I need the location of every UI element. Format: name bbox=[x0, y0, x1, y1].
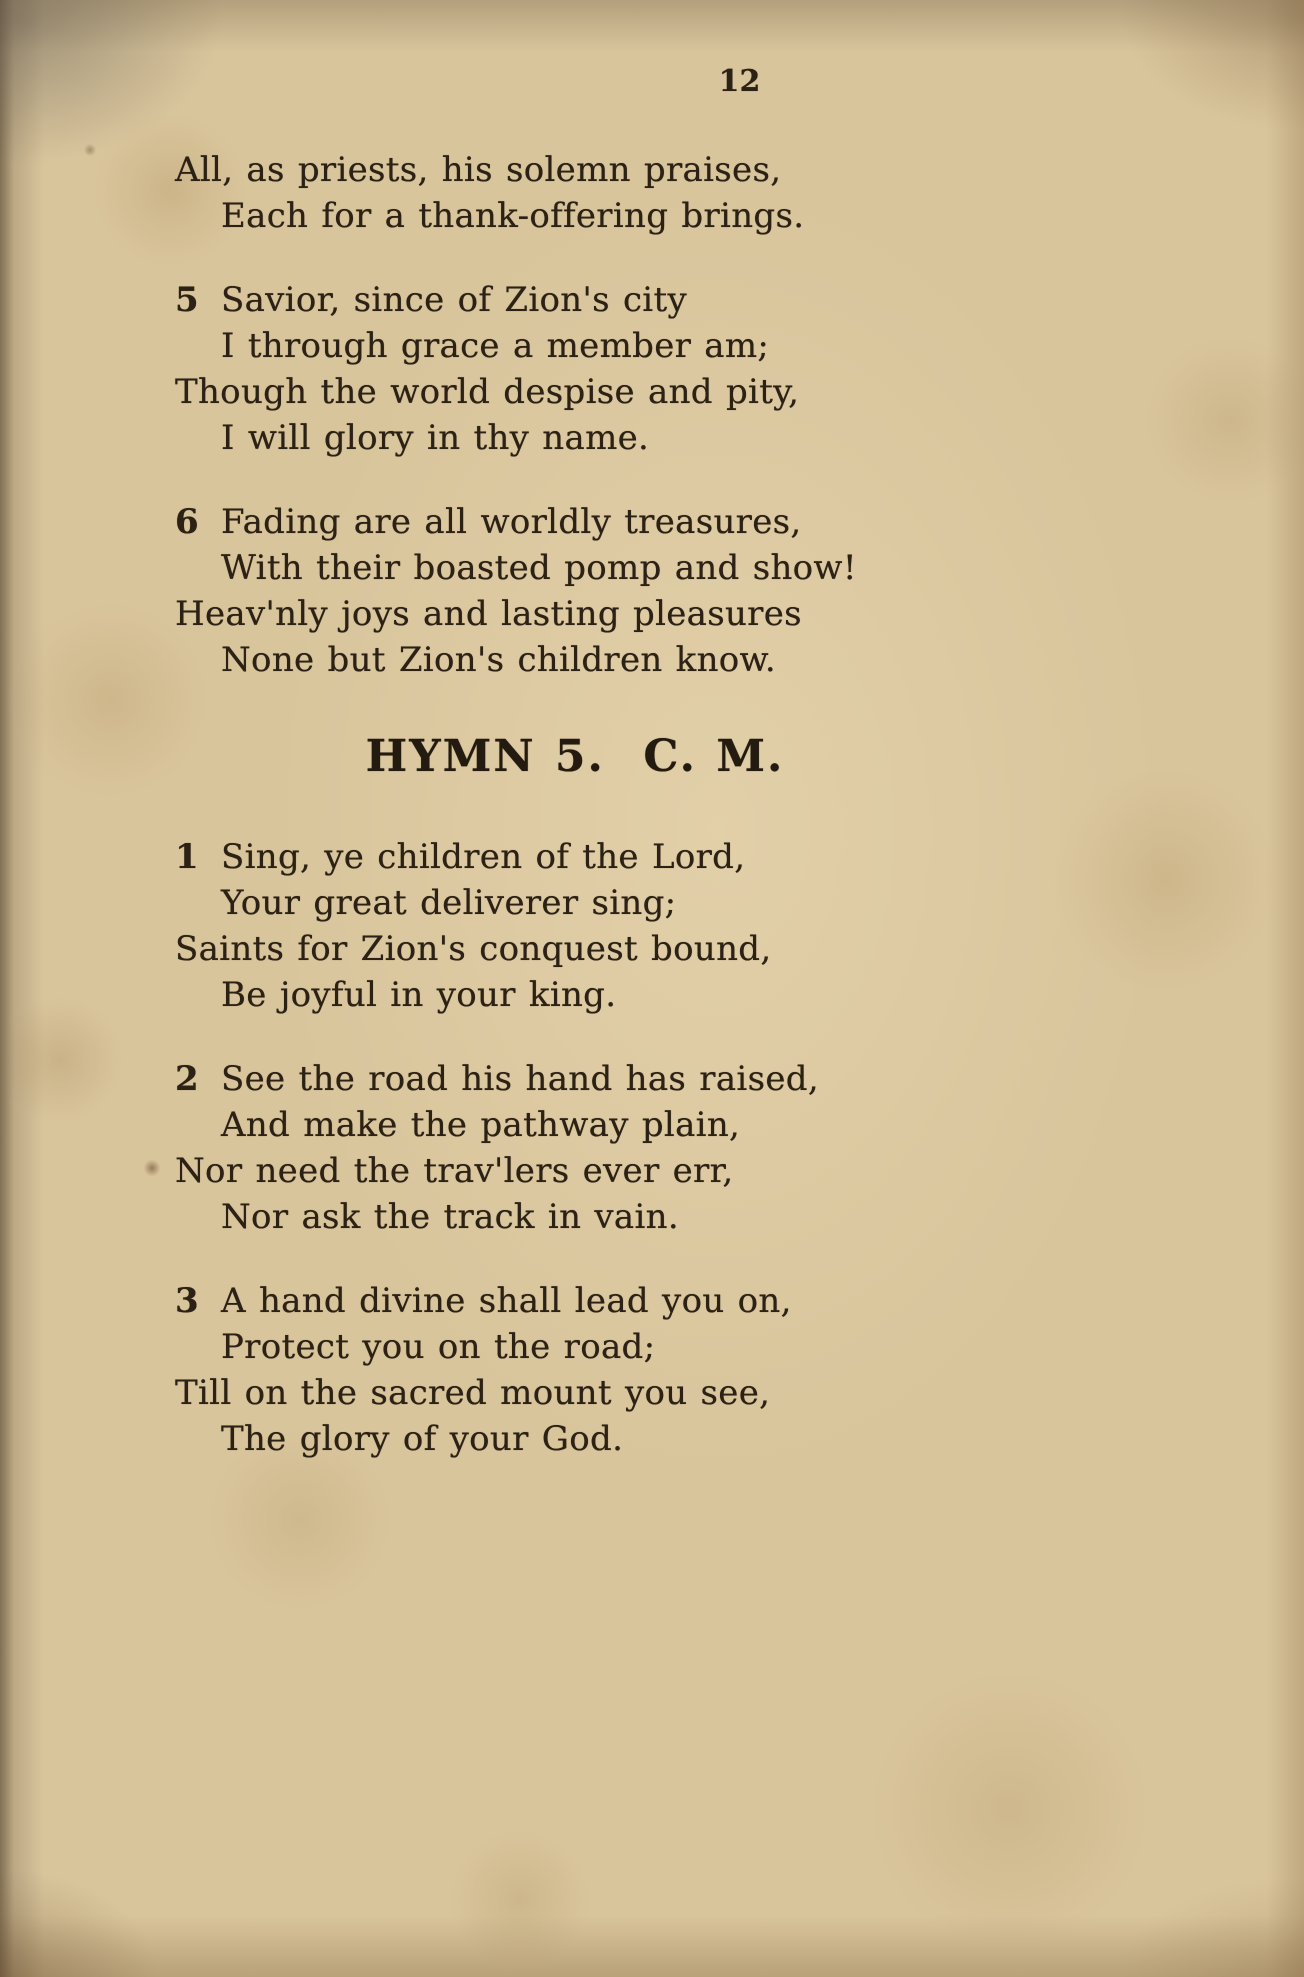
stanza-line bbox=[175, 415, 975, 461]
stanza-line bbox=[175, 147, 975, 193]
stanza-line bbox=[175, 880, 975, 926]
stanza-number: 2 bbox=[175, 1059, 199, 1099]
stanza-line bbox=[175, 1324, 975, 1370]
stanza bbox=[175, 1278, 975, 1462]
line-text: Saints for Zion's conquest bound, bbox=[175, 929, 772, 969]
stanza-number: 3 bbox=[175, 1281, 199, 1321]
line-text: Be joyful in your king. bbox=[221, 975, 617, 1015]
line-text: Nor need the trav'lers ever err, bbox=[175, 1151, 734, 1191]
stanza-line bbox=[175, 193, 975, 239]
stanza-line bbox=[175, 1278, 975, 1324]
stanza-line bbox=[175, 834, 975, 880]
line-text: All, as priests, his solemn praises, bbox=[175, 150, 782, 190]
stanza-line bbox=[175, 591, 975, 637]
stanza-number: 6 bbox=[175, 502, 199, 542]
stanza-line bbox=[175, 926, 975, 972]
page-number: 12 bbox=[718, 64, 761, 99]
stanza-number: 1 bbox=[175, 837, 199, 877]
line-text: Protect you on the road; bbox=[221, 1327, 656, 1367]
stanza-line bbox=[175, 1056, 975, 1102]
line-text: A hand divine shall lead you on, bbox=[221, 1281, 792, 1321]
line-text: With their boasted pomp and show! bbox=[221, 548, 857, 588]
stanza-line bbox=[175, 323, 975, 369]
stanza-line bbox=[175, 369, 975, 415]
stanza-line bbox=[175, 1416, 975, 1462]
hymn-content bbox=[0, 147, 975, 1462]
stanza bbox=[175, 1056, 975, 1240]
stanza bbox=[175, 834, 975, 1018]
line-text: Till on the sacred mount you see, bbox=[175, 1373, 771, 1413]
line-text: Fading are all worldly treasures, bbox=[221, 502, 802, 542]
line-text: Each for a thank-offering brings. bbox=[221, 196, 805, 236]
hymn-heading: HYMN 5. C. M. bbox=[365, 731, 785, 782]
stanza-line bbox=[175, 1194, 975, 1240]
line-text: I will glory in thy name. bbox=[221, 418, 650, 458]
line-text: The glory of your God. bbox=[221, 1419, 624, 1459]
stanza-number: 5 bbox=[175, 280, 199, 320]
line-text: Savior, since of Zion's city bbox=[221, 280, 687, 320]
stanza-line bbox=[175, 1370, 975, 1416]
line-text: I through grace a member am; bbox=[221, 326, 770, 366]
stanza-line bbox=[175, 277, 975, 323]
stanza bbox=[175, 499, 975, 683]
line-text: And make the pathway plain, bbox=[221, 1105, 741, 1145]
line-text: Sing, ye children of the Lord, bbox=[221, 837, 746, 877]
line-text: See the road his hand has raised, bbox=[221, 1059, 819, 1099]
line-text: Heav'nly joys and lasting pleasures bbox=[175, 594, 802, 634]
stanza bbox=[175, 277, 975, 461]
stanza-line bbox=[175, 972, 975, 1018]
stanza-line bbox=[175, 1148, 975, 1194]
stanza-line bbox=[175, 1102, 975, 1148]
line-text: Your great deliverer sing; bbox=[221, 883, 677, 923]
stanza-line bbox=[175, 545, 975, 591]
stanza-line bbox=[175, 499, 975, 545]
stanza bbox=[175, 147, 975, 239]
line-text: Nor ask the track in vain. bbox=[221, 1197, 679, 1237]
line-text: Though the world despise and pity, bbox=[175, 372, 800, 412]
line-text: None but Zion's children know. bbox=[221, 640, 777, 680]
stanza-line bbox=[175, 637, 975, 683]
